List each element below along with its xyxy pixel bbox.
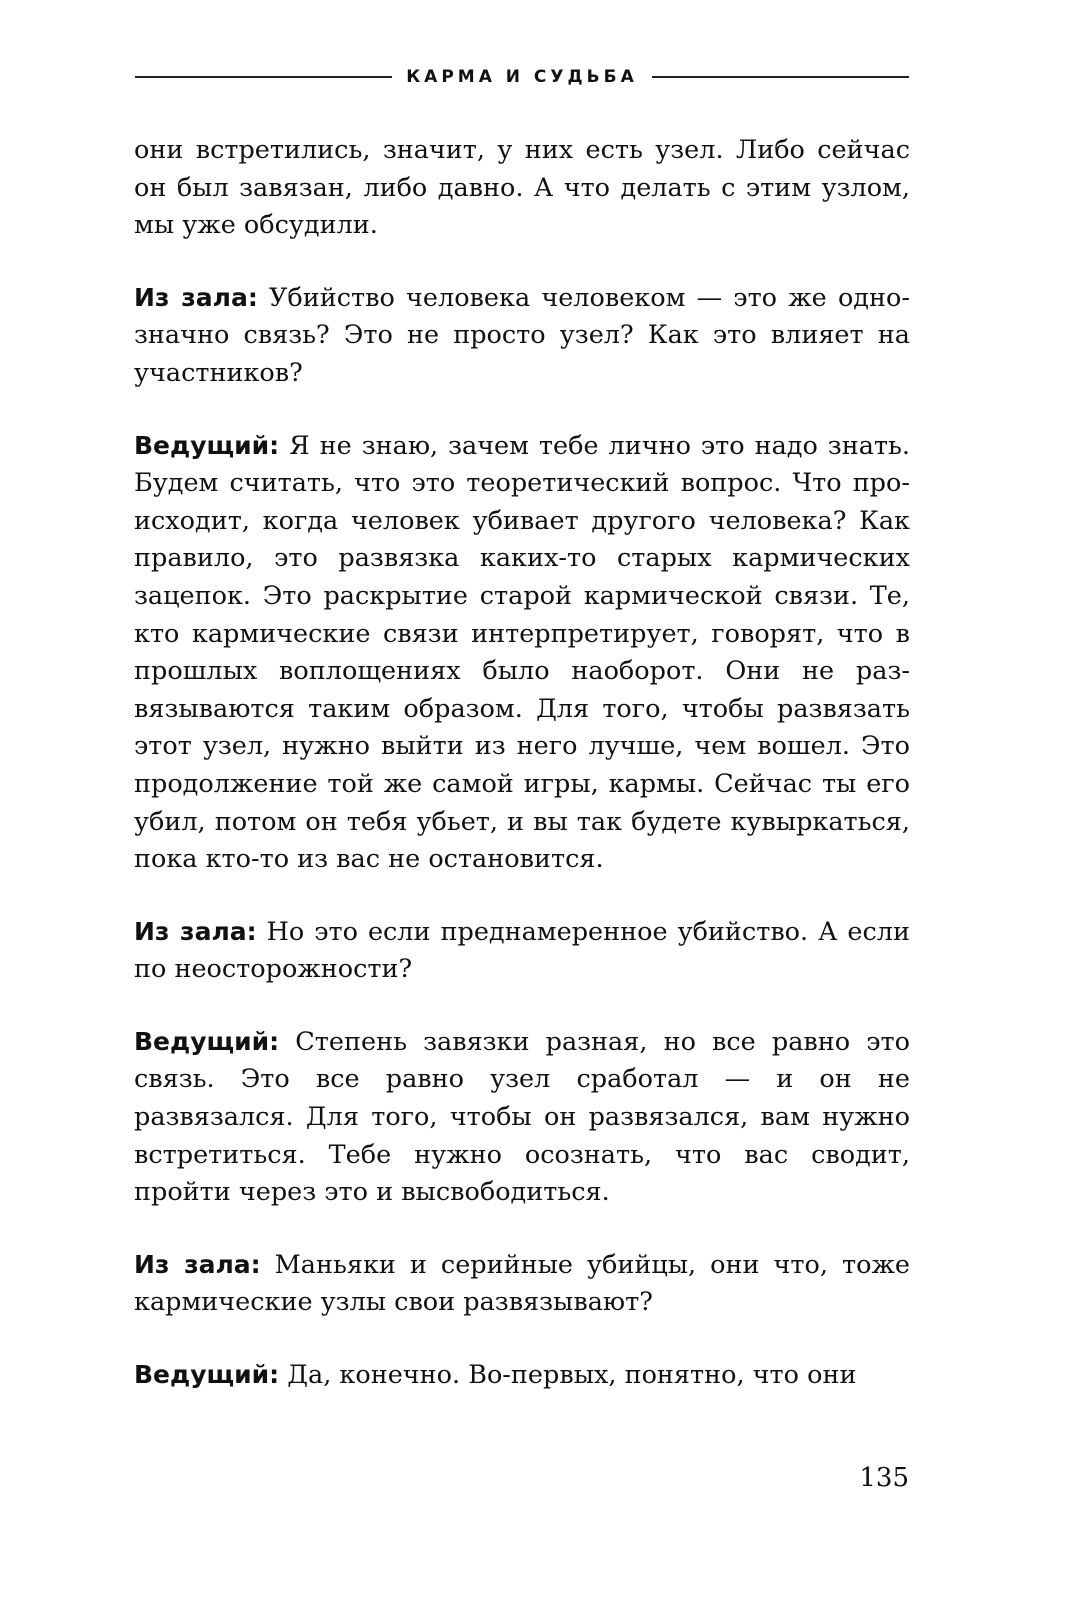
dialogue-paragraph (134, 1356, 910, 1395)
speaker-label: Из зала: (134, 916, 257, 946)
running-header-title: КАРМА И СУДЬБА (406, 67, 638, 87)
speaker-label: Ведущий: (134, 1026, 280, 1056)
speaker-label: Ведущий: (134, 1360, 280, 1390)
dialogue-paragraph (134, 913, 910, 989)
paragraph-text: Я не знаю, зачем тебе лично это надо знать. Будем считать, что это теоретический вопрос. Что происходит, когда человек убивает другого человека? Как правило, это развязка каких-то старых кармических зацепок. Это раскрытие старой кармической связи. Те, кто кармические связи интерпретирует, говорят, что в прошлых воплощениях было наоборот. Они не развязываются таким образом. Для того, чтобы развязать этот узел, нужно выйти из него лучше, чем вошел. Это продолжение той же самой игры, кармы. Сейчас ты его убил, потом он тебя убьет, и вы так будете кувыркаться, пока кто-то из вас не остановится. (134, 430, 910, 875)
body-text (134, 132, 910, 1429)
paragraph-text: Но это если преднамеренное убийство. А если по неосторожности? (134, 916, 910, 985)
dialogue-paragraph (134, 279, 910, 393)
paragraph-text: они встретились, значит, у них есть узел. Либо сейчас он был завязан, либо давно. А что делать с этим узлом, мы уже обсудили. (134, 135, 910, 241)
dialogue-paragraph (134, 1246, 910, 1322)
paragraph (134, 132, 910, 245)
paragraph-text: Маньяки и серийные убийцы, они что, тоже кармические узлы свои развязывают? (134, 1249, 910, 1318)
paragraph-text: Степень завязки разная, но все равно это связь. Это все равно узел сработал — и он не развязался. Для того, чтобы он развязался, вам нужно встретиться. Тебе нужно осознать, что вас сводит, пройти через это и высвободиться. (134, 1026, 910, 1208)
running-header (135, 62, 909, 92)
speaker-label: Из зала: (134, 282, 258, 312)
page-number: 135 (859, 1463, 909, 1493)
header-rule-right (652, 76, 909, 78)
dialogue-paragraph (134, 1023, 910, 1212)
speaker-label: Ведущий: (134, 430, 280, 460)
paragraph-text: Да, конечно. Во-первых, понятно, что они (279, 1360, 857, 1391)
header-rule-left (135, 76, 392, 78)
dialogue-paragraph (134, 427, 910, 879)
speaker-label: Из зала: (134, 1249, 261, 1279)
paragraph-text: Убийство человека человеком — это же однозначно связь? Это не просто узел? Как это влияет на участников? (134, 282, 910, 388)
